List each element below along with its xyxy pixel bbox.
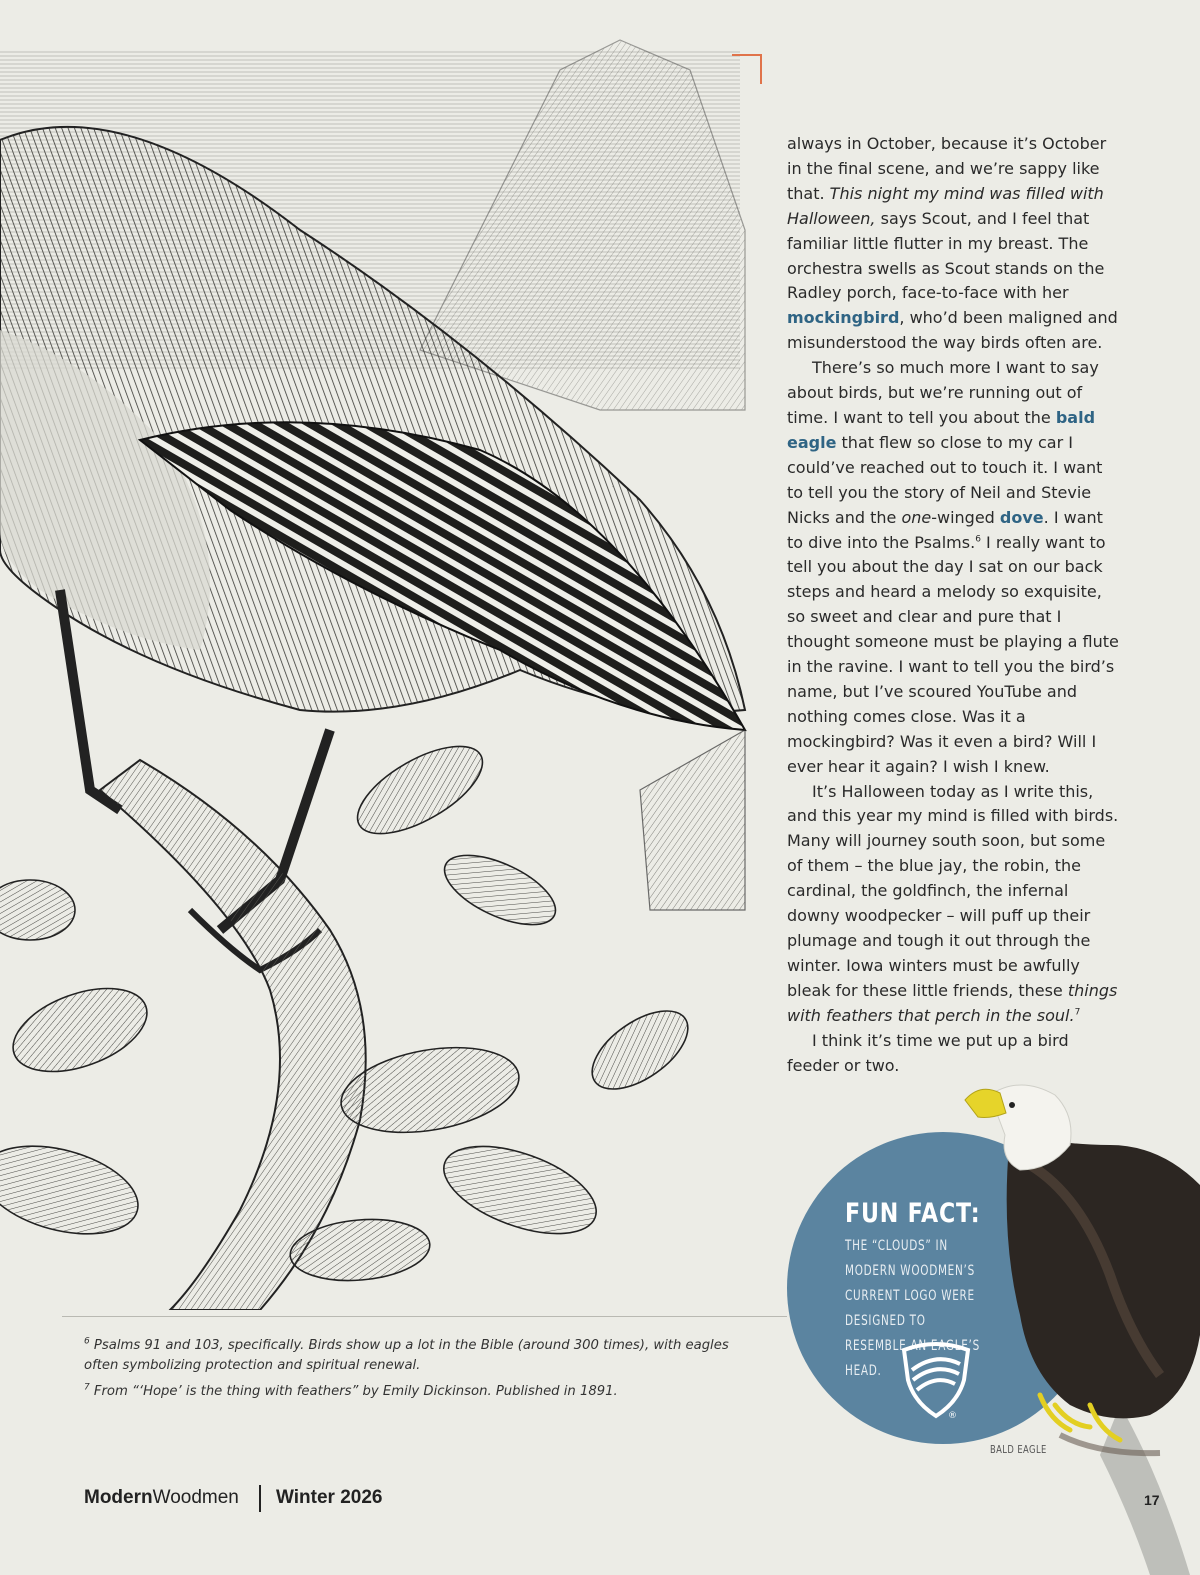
- registered-mark: ®: [948, 1411, 957, 1420]
- footer-brand: ModernWoodmen: [84, 1487, 239, 1508]
- fun-fact-body: THE “CLOUDS” IN MODERN WOODMEN’S CURRENT LOGO WERE DESIGNED TO RESEMBLE AN EAGLE’S HEAD.: [845, 1238, 980, 1379]
- link-bald-eagle[interactable]: bald eagle: [787, 407, 1096, 452]
- footnote-7: $^7$ From “‘Hope’ is the thing with feathers” by Emily Dickinson. Published in 1891.: [84, 1382, 618, 1399]
- corner-accent-mark: [732, 54, 762, 84]
- link-mockingbird[interactable]: mockingbird: [787, 308, 900, 328]
- paragraph-2: There’s so much more I want to say about birds, but we’re running out of time. I want to tell you about the bald eagle that flew so close to my car I could’ve reached out to touch it. I want to tell you the story of Neil and Stevie Nicks and the one-winged dove. I want to dive into the Psalms.$^6$ I really want to tell you about the day I sat on our back steps and heard a melody so exquisite, so sweet and clear and pure that I thought someone must be playing a flute in the ravine. I want to tell you the bird’s name, but I’ve scoured YouTube and nothing comes close. Was it a mockingbird? Was it even a bird? Will I ever hear it again? I wish I knew.: [787, 358, 1119, 776]
- mockingbird-illustration: [0, 30, 760, 1310]
- page-number: 17: [1144, 1492, 1160, 1508]
- footnote-divider: [62, 1316, 787, 1317]
- footnote-6: $^6$ Psalms 91 and 103, specifically. Birds show up a lot in the Bible (around 300 times), with eagles often symbolizing protection and spiritual renewal.: [84, 1336, 729, 1373]
- link-dove[interactable]: dove: [999, 507, 1044, 527]
- footer-divider: [259, 1485, 261, 1512]
- article-body: [787, 132, 1122, 1078]
- bald-eagle-illustration: [960, 1075, 1200, 1575]
- paragraph-3: It’s Halloween today as I write this, and this year my mind is filled with birds. Many will journey south soon, but some of them – the blue jay, the robin, the cardinal, the goldfinch, the infernal downy woodpecker – will puff up their plumage and tough it out through the winter. Iowa winters must be awfully bleak for these little friends, these things with feathers that perch in the soul.$^7$: [787, 781, 1119, 1025]
- paragraph-1: always in October, because it’s October in the final scene, and we’re sappy like that. This night my mind was filled with Halloween, says Scout, and I feel that familiar little flutter in my breast. The orchestra swells as Scout stands on the Radley porch, face-to-face with her mockingbird, who’d been maligned and misunderstood the way birds often are.: [787, 134, 1118, 353]
- paragraph-4: I think it’s time we put up a bird feeder or two.: [787, 1030, 1069, 1075]
- footnote-ref-7: 7: [1074, 1007, 1081, 1018]
- footer-issue: Winter 2026: [276, 1487, 383, 1508]
- footnotes: [84, 1336, 764, 1409]
- footnote-ref-6: 6: [975, 534, 981, 545]
- eagle-caption: BALD EAGLE: [990, 1444, 1047, 1456]
- fun-fact-title: FUN FACT:: [845, 1198, 981, 1229]
